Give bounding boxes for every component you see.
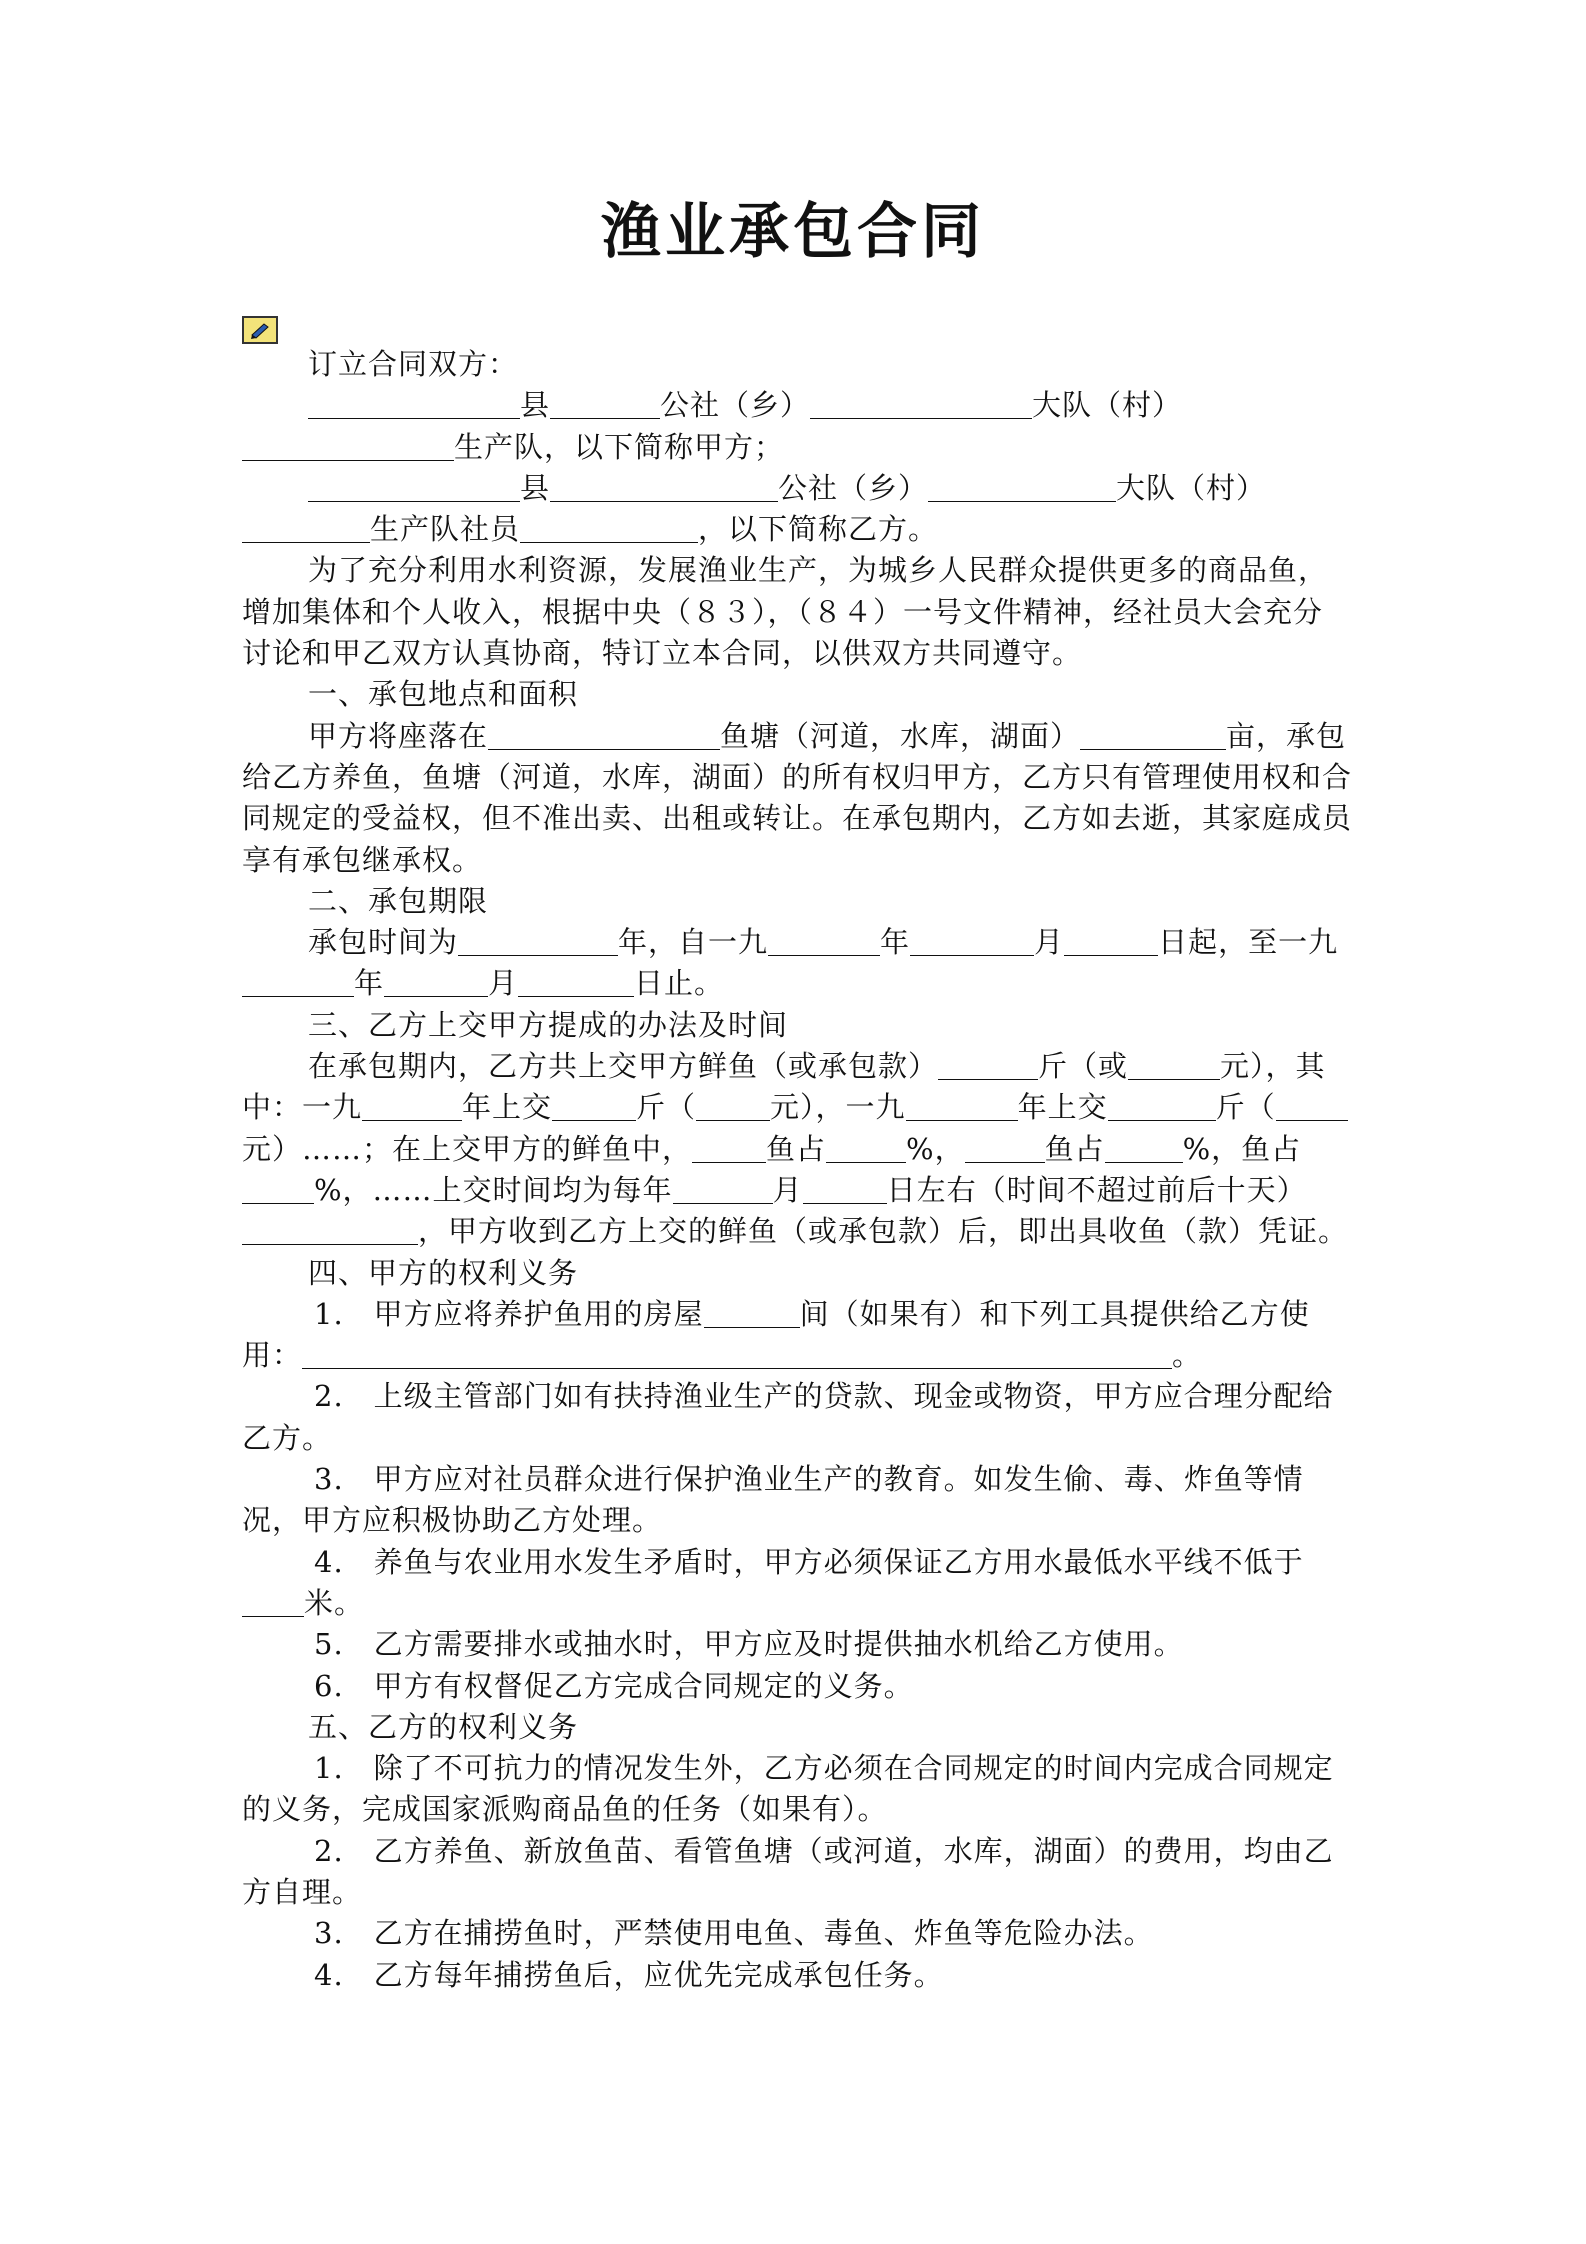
section-1-paragraph: 甲方将座落在 鱼塘（河道，水库，湖面） 亩，承包给乙方养鱼，鱼塘（河道，水库，湖面）的所有权归甲方，乙方只有管理使用权和合同规定的受益权，但不准出卖、出租或转让。在承包期内，乙方如去逝，其家庭成员享有承包继承权。 [242, 718, 1353, 877]
blank[interactable] [458, 926, 618, 956]
blank[interactable] [1276, 1091, 1348, 1121]
blank[interactable] [704, 1298, 800, 1328]
section-3-paragraph: 在承包期内，乙方共上交甲方鲜鱼（或承包款） 斤（或 元），其中：一九 年上交 斤（ 元），一九 年上交 斤（元）……；在上交甲方的鲜鱼中， 鱼占 %， 鱼占 %，鱼占%，……上交时间均为每年 月 日左右（时间不超过前后十天），甲方收到乙方上交的鲜鱼（或承包款）后，即出具收鱼（款）凭证。 [242, 1049, 1349, 1249]
party-b-line-2: 生产队社员 ，以下简称乙方。 [242, 509, 1352, 550]
blank[interactable] [550, 389, 660, 419]
party-a-line-2: 生产队，以下简称甲方； [242, 427, 1352, 468]
blank[interactable] [928, 472, 1116, 502]
blank[interactable] [552, 1091, 636, 1121]
section-5-heading: 五、乙方的权利义务 [308, 1709, 579, 1744]
blank[interactable] [673, 1174, 773, 1204]
blank[interactable] [308, 389, 520, 419]
blank[interactable] [826, 1133, 906, 1163]
section-4-item-1: 1. 甲方应将养护鱼用的房屋 间（如果有）和下列工具提供给乙方使用： 。 [242, 1296, 1310, 1373]
blank[interactable] [938, 1050, 1038, 1080]
party-a-line-1: 县 公社（乡） 大队（村） [242, 385, 1352, 426]
blank[interactable] [362, 1091, 462, 1121]
blank[interactable] [242, 1215, 418, 1245]
section-2-paragraph: 承包时间为 年，自一九 年 月 日起，至一九年 月 日止。 [242, 922, 1352, 1005]
section-2-heading: 二、承包期限 [308, 883, 489, 918]
section-4-item-2: 2. 上级主管部门如有扶持渔业生产的贷款、现金或物资，甲方应合理分配给乙方。 [242, 1379, 1334, 1455]
blank[interactable] [242, 513, 370, 543]
blank[interactable] [692, 1133, 766, 1163]
blank[interactable] [242, 967, 354, 997]
section-5-item-4: 4. 乙方每年捕捞鱼后，应优先完成承包任务。 [314, 1957, 944, 1992]
section-4-item-3: 3. 甲方应对社员群众进行保护渔业生产的教育。如发生偷、毒、炸鱼等情况，甲方应积极协助乙方处理。 [242, 1462, 1304, 1538]
blank[interactable] [1064, 926, 1158, 956]
blank[interactable] [910, 926, 1034, 956]
section-4-item-5: 5. 乙方需要排水或抽水时，甲方应及时提供抽水机给乙方使用。 [314, 1627, 1184, 1662]
pencil-icon [250, 321, 272, 339]
contract-body [242, 344, 1352, 1996]
blank[interactable] [384, 967, 488, 997]
section-5-item-3: 3. 乙方在捕捞鱼时，严禁使用电鱼、毒鱼、炸鱼等危险办法。 [314, 1916, 1154, 1951]
section-3-heading: 三、乙方上交甲方提成的办法及时间 [308, 1007, 789, 1042]
section-4-item-4: 4. 养鱼与农业用水发生矛盾时，甲方必须保证乙方用水最低水平线不低于米。 [242, 1542, 1352, 1625]
preamble-paragraph: 为了充分利用水利资源，发展渔业生产，为城乡人民群众提供更多的商品鱼，增加集体和个人收入，根据中央（８３），（８４）一号文件精神，经社员大会充分讨论和甲乙双方认真协商，特订立本合同，以供双方共同遵守。 [242, 553, 1329, 671]
blank[interactable] [803, 1174, 887, 1204]
party-b-line-1: 县 公社（乡） 大队（村） [242, 468, 1352, 509]
blank[interactable] [1105, 1133, 1183, 1163]
section-4-heading: 四、甲方的权利义务 [308, 1255, 579, 1290]
blank[interactable] [550, 472, 778, 502]
blank[interactable] [696, 1091, 770, 1121]
document-attachment-icon[interactable] [242, 316, 278, 344]
parties-heading: 订立合同双方： [308, 347, 519, 381]
blank[interactable] [1080, 720, 1226, 750]
section-5-item-2: 2. 乙方养鱼、新放鱼苗、看管鱼塘（或河道，水库，湖面）的费用，均由乙方自理。 [242, 1833, 1334, 1909]
blank[interactable] [906, 1091, 1018, 1121]
blank[interactable] [242, 431, 454, 461]
document-title: 渔业承包合同 [601, 197, 985, 267]
section-1-heading: 一、承包地点和面积 [308, 677, 579, 712]
blank[interactable] [242, 1587, 304, 1617]
blank[interactable] [768, 926, 880, 956]
blank[interactable] [518, 967, 634, 997]
blank[interactable] [242, 1174, 314, 1204]
blank[interactable] [965, 1133, 1045, 1163]
blank[interactable] [1108, 1091, 1216, 1121]
section-4-item-6: 6. 甲方有权督促乙方完成合同规定的义务。 [314, 1668, 914, 1703]
blank[interactable] [488, 720, 720, 750]
blank[interactable] [810, 389, 1032, 419]
section-5-item-1: 1. 除了不可抗力的情况发生外，乙方必须在合同规定的时间内完成合同规定的义务，完成国家派购商品鱼的任务（如果有）。 [242, 1751, 1334, 1827]
blank[interactable] [520, 513, 698, 543]
blank[interactable] [308, 472, 520, 502]
blank[interactable] [1128, 1050, 1220, 1080]
blank[interactable] [302, 1339, 1172, 1369]
